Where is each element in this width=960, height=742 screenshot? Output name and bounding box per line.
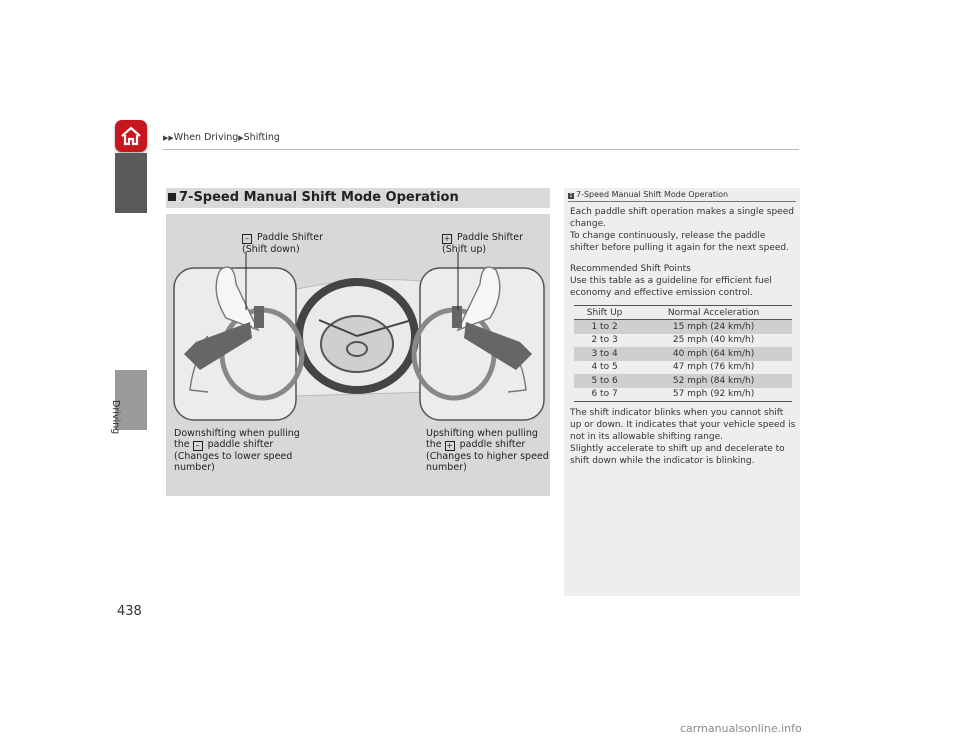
upshift-caption: Upshifting when pulling the + paddle shifter (Changes to higher speed number) — [426, 428, 549, 473]
note-paragraph: The shift indicator blinks when you cannot shift up or down. It indicates that your vehicle speed is not in its allowable shifting range. — [570, 408, 796, 442]
paddle-shifter-figure — [166, 214, 550, 496]
table-row: 1 to 2 15 mph (24 km/h) — [574, 320, 792, 334]
watermark: carmanualsonline.info — [680, 722, 802, 735]
page-number: 438 — [117, 604, 142, 619]
side-note-panel — [564, 188, 800, 596]
minus-key-icon: – — [193, 441, 203, 451]
downshift-caption: Downshifting when pulling the – paddle shifter (Changes to lower speed number) — [174, 428, 300, 473]
table-row: 6 to 7 57 mph (92 km/h) — [574, 388, 792, 402]
table-row: 5 to 6 52 mph (84 km/h) — [574, 374, 792, 388]
shift-points-table — [574, 305, 792, 402]
section-title: 7-Speed Manual Shift Mode Operation — [166, 188, 550, 208]
note-paragraph: Slightly accelerate to shift up and decelerate to shift down while the indicator is blinking. — [570, 444, 785, 466]
note-paragraph: Each paddle shift operation makes a single speed change. — [570, 207, 794, 229]
table-header-row — [574, 306, 792, 320]
side-tab-top — [115, 153, 147, 213]
minus-paddle-callout: – Paddle Shifter (Shift down) — [242, 232, 324, 255]
breadcrumb — [163, 132, 280, 143]
home-button[interactable] — [115, 120, 147, 152]
table-header: Shift Up — [574, 306, 635, 320]
plus-key-icon: + — [443, 234, 451, 243]
header-divider — [163, 149, 799, 150]
home-icon — [119, 124, 143, 148]
table-row: 2 to 3 25 mph (40 km/h) — [591, 335, 755, 346]
note-heading: 1 7-Speed Manual Shift Mode Operation — [568, 190, 796, 202]
note-subheading: Recommended Shift Points — [570, 264, 691, 274]
table-row: 4 to 5 47 mph (76 km/h) — [591, 362, 755, 373]
plus-paddle-callout: + Paddle Shifter (Shift up) — [442, 232, 524, 255]
section-bullet-icon — [168, 193, 176, 201]
plus-key-icon: + — [446, 441, 453, 450]
note-icon: 1 — [569, 193, 573, 199]
note-paragraph: To change continuously, release the paddle shifter before pulling it again for the next speed. — [570, 231, 789, 253]
table-header: Normal Acceleration — [635, 306, 792, 320]
side-section-label: Driving — [110, 400, 121, 435]
breadcrumb-arrow-icon: ▶▶ — [163, 134, 174, 142]
breadcrumb-item[interactable]: Shifting — [243, 132, 280, 143]
breadcrumb-arrow-icon: ▶ — [238, 134, 244, 142]
breadcrumb-item[interactable]: When Driving — [173, 132, 239, 143]
note-paragraph: Use this table as a guideline for efficient fuel economy and effective emission control. — [570, 276, 772, 298]
minus-key-icon: – — [242, 234, 252, 244]
table-row: 3 to 4 40 mph (64 km/h) — [574, 347, 792, 361]
